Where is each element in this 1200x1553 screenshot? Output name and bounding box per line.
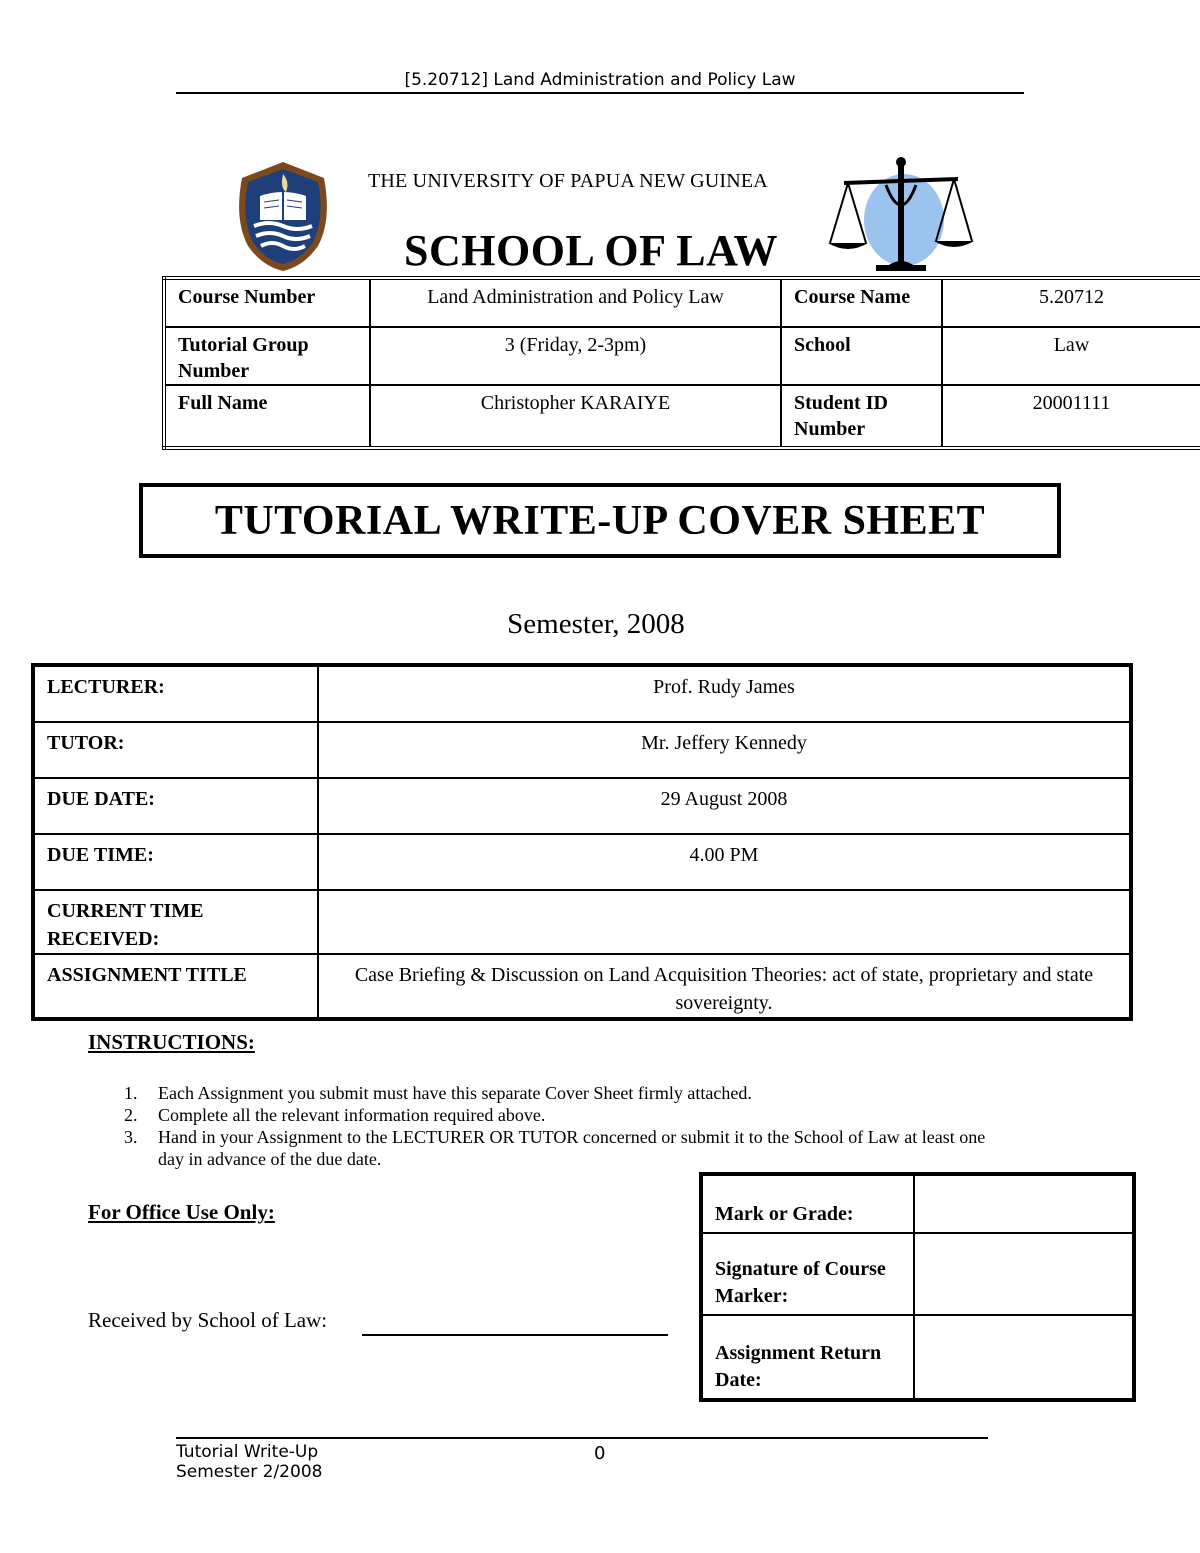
table-row — [164, 327, 1200, 385]
list-item — [124, 1126, 1004, 1170]
assignment-return-date-label: Assignment Return Date: — [701, 1315, 914, 1400]
assignment-title-label: ASSIGNMENT TITLE — [33, 954, 318, 1019]
cover-sheet-title: TUTORIAL WRITE-UP COVER SHEET — [214, 497, 986, 544]
list-item-text: Complete all the relevant information required above. — [158, 1105, 546, 1125]
list-item — [124, 1082, 1004, 1104]
course-number-label: Course Number — [164, 278, 370, 327]
table-row — [33, 778, 1131, 834]
due-time-value: 4.00 PM — [318, 834, 1131, 890]
full-name-label: Full Name — [164, 385, 370, 448]
page-number: 0 — [594, 1443, 606, 1464]
course-name-label: Course Name — [781, 278, 942, 327]
course-name-value: 5.20712 — [942, 278, 1200, 327]
table-row — [164, 278, 1200, 327]
tutorial-group-label: Tutorial Group Number — [164, 327, 370, 385]
course-marker-signature-value — [914, 1233, 1134, 1315]
instructions-heading: INSTRUCTIONS: — [88, 1030, 255, 1054]
assignment-title-value: Case Briefing & Discussion on Land Acquisition Theories: act of state, proprietary and state sovereignty. — [318, 954, 1131, 1019]
school-value: Law — [942, 327, 1200, 385]
table-row — [164, 385, 1200, 448]
due-time-label: DUE TIME: — [33, 834, 318, 890]
received-by-label: Received by School of Law: — [88, 1308, 328, 1332]
list-item-text: Hand in your Assignment to the LECTURER OR TUTOR concerned or submit it to the School of Law at least one day in advance of the due date. — [158, 1127, 986, 1169]
school-name: SCHOOL OF LAW — [404, 226, 779, 275]
lecturer-label: LECTURER: — [33, 665, 318, 722]
tutor-label: TUTOR: — [33, 722, 318, 778]
semester-label: Semester, 2008 — [507, 608, 685, 640]
mark-or-grade-value — [914, 1174, 1134, 1233]
table-row — [701, 1233, 1134, 1315]
lecturer-value: Prof. Rudy James — [318, 665, 1131, 722]
student-id-label: Student ID Number — [781, 385, 942, 448]
list-item-number: 1. — [124, 1083, 138, 1103]
list-item-number: 3. — [124, 1127, 138, 1147]
footer-line-2: Semester 2/2008 — [176, 1462, 323, 1482]
footer-line-1: Tutorial Write-Up — [176, 1442, 319, 1462]
current-time-received-label: CURRENT TIME RECEIVED: — [33, 890, 318, 954]
list-item-number: 2. — [124, 1105, 138, 1125]
full-name-value: Christopher KARAIYE — [370, 385, 781, 448]
scales-of-justice-icon — [826, 155, 976, 280]
mark-or-grade-label: Mark or Grade: — [701, 1174, 914, 1233]
header-rule — [176, 92, 1024, 94]
assignment-details-table — [31, 663, 1133, 1021]
school-label: School — [781, 327, 942, 385]
university-crest-icon — [234, 160, 332, 272]
tutorial-group-value: 3 (Friday, 2-3pm) — [370, 327, 781, 385]
due-date-value: 29 August 2008 — [318, 778, 1131, 834]
table-row — [701, 1315, 1134, 1400]
course-marker-signature-label: Signature of Course Marker: — [701, 1233, 914, 1315]
office-use-heading: For Office Use Only: — [88, 1200, 275, 1224]
table-row — [33, 834, 1131, 890]
course-info-table — [162, 276, 1200, 450]
student-id-value: 20001111 — [942, 385, 1200, 448]
list-item-text: Each Assignment you submit must have this separate Cover Sheet firmly attached. — [158, 1083, 752, 1103]
course-number-value: Land Administration and Policy Law — [370, 278, 781, 327]
marking-table — [699, 1172, 1136, 1402]
received-by-signature-line — [362, 1334, 668, 1336]
current-time-received-value — [318, 890, 1131, 954]
running-header: [5.20712] Land Administration and Policy Law — [404, 70, 796, 90]
university-name: THE UNIVERSITY OF PAPUA NEW GUINEA — [368, 170, 768, 192]
footer-text — [176, 1442, 322, 1482]
assignment-return-date-value — [914, 1315, 1134, 1400]
table-row — [33, 954, 1131, 1019]
table-row — [33, 665, 1131, 722]
tutor-value: Mr. Jeffery Kennedy — [318, 722, 1131, 778]
cover-sheet-title-box — [139, 483, 1061, 558]
list-item — [124, 1104, 1004, 1126]
table-row — [33, 890, 1131, 954]
footer-rule — [176, 1437, 988, 1439]
table-row — [701, 1174, 1134, 1233]
due-date-label: DUE DATE: — [33, 778, 318, 834]
table-row — [33, 722, 1131, 778]
instructions-list — [124, 1082, 1004, 1170]
